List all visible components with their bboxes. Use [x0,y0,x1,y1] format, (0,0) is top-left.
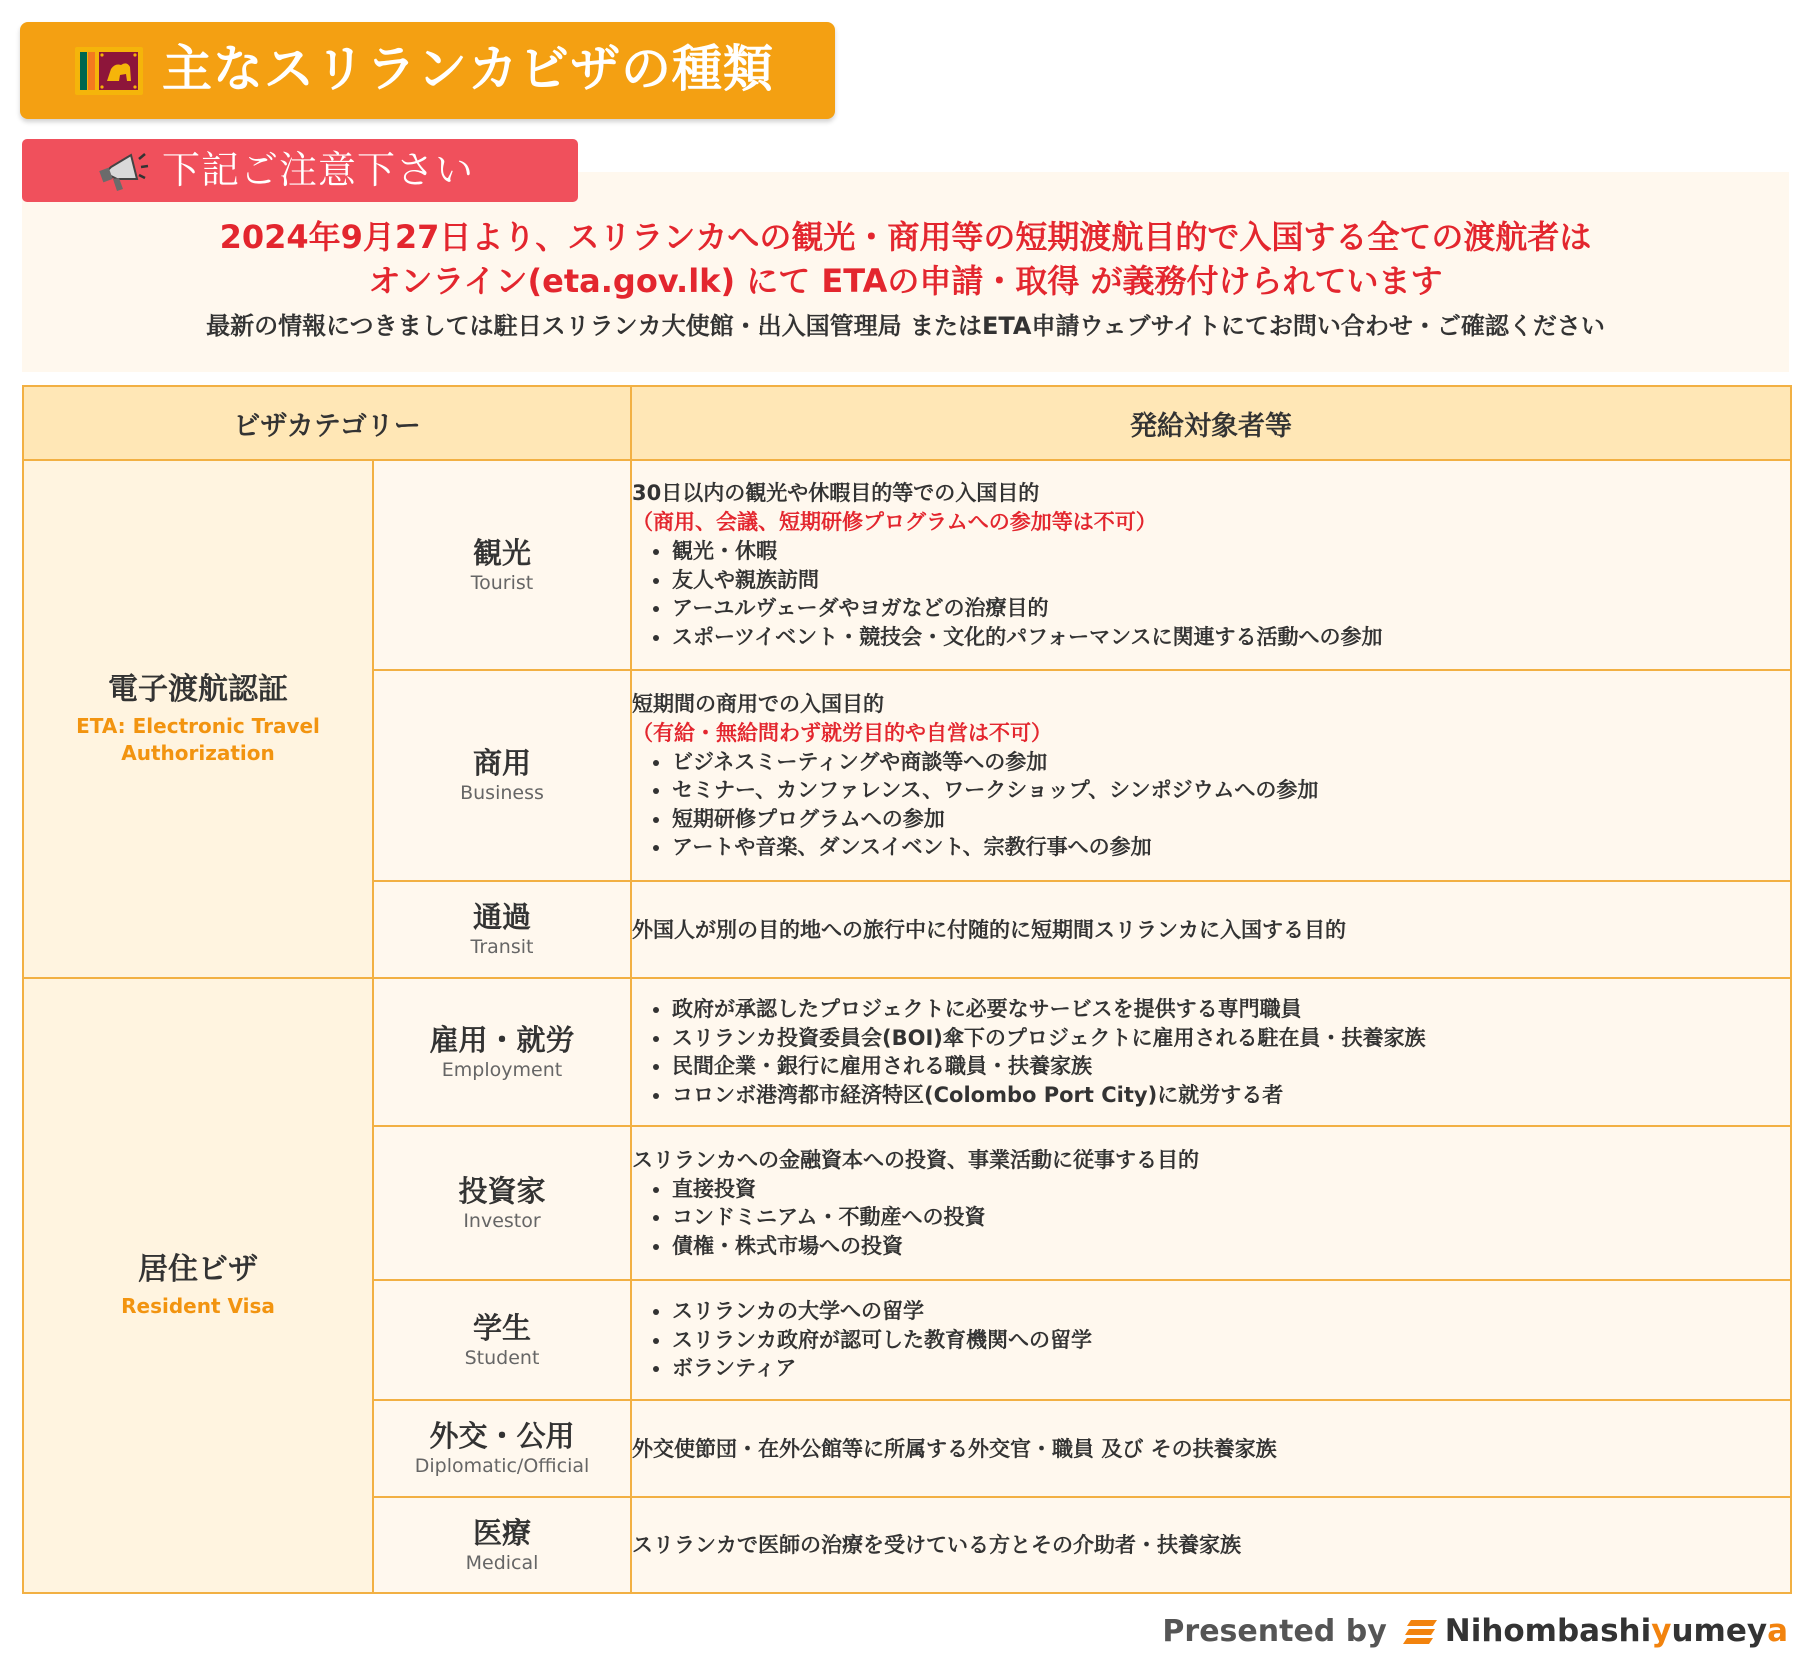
subtype-cell-transit: 通過 Transit [373,881,631,978]
table-header-row [23,386,1791,460]
description-cell-business: 短期間の商用での入国目的 （有給・無給問わず就労目的や自営は不可） • ビジネスミーティングや商談等への参加 • セミナー、カンファレンス、ワークショップ、シンポジウムへの参加 • 短期研修プログラムへの参加 • アートや音楽、ダンスイベント、宗教行事への参加 [631,670,1791,881]
list-item: • 短期研修プログラムへの参加 [672,805,1790,834]
list-item: • ボランティア [672,1354,1790,1383]
subtype-cell-business: 商用 Business [373,670,631,881]
notice-line-2: オンライン(eta.gov.lk) にて ETAの申請・取得 が義務付けられています [368,262,1443,300]
list-item: • 政府が承認したプロジェクトに必要なサービスを提供する専門職員 [672,995,1790,1024]
category-name-en: ETA: Electronic Travel Authorization [76,714,320,765]
bullet-list [632,537,1790,651]
list-item: • 直接投資 [672,1175,1790,1204]
presented-by-label: Presented by [1162,1613,1387,1649]
notice-line-3: 最新の情報につきましては駐日スリランカ大使館・出入国管理局 またはETA申請ウェブサイトにてお問い合わせ・ご確認ください [206,312,1605,340]
category-name-en: Resident Visa [121,1294,275,1318]
description-cell-tourist: 30日以内の観光や休暇目的等での入国目的 （商用、会議、短期研修プログラムへの参加等は不可） • 観光・休暇 • 友人や親族訪問 • アーユルヴェーダやヨガなどの治療目的 • スポーツイベント・競技会・文化的パフォーマンスに関連する活動への参加 [631,460,1791,670]
description-cell-transit: 外国人が別の目的地への旅行中に付随的に短期間スリランカに入国する目的 [631,881,1791,978]
list-item: • 観光・休暇 [672,537,1790,566]
subtype-cell-student: 学生 Student [373,1280,631,1400]
category-cell-resident [23,978,373,1593]
category-name-jp: 電子渡航認証 [108,672,288,707]
brand-name: Nihombashiyumeya [1444,1613,1788,1649]
bullet-list [632,1297,1790,1383]
subtype-cell-investor: 投資家 Investor [373,1126,631,1280]
nihombashiyumeya-logo-icon [1403,1617,1439,1645]
notice-line-1: 2024年9月27日より、スリランカへの観光・商用等の短期渡航目的で入国する全ての渡航者は [219,218,1592,256]
description-cell-medical: スリランカで医師の治療を受けている方とその介助者・扶養家族 [631,1497,1791,1593]
list-item: • アートや音楽、ダンスイベント、宗教行事への参加 [672,833,1790,862]
category-name-jp: 居住ビザ [138,1252,258,1287]
list-item: • アーユルヴェーダやヨガなどの治療目的 [672,594,1790,623]
description-cell-student [631,1280,1791,1400]
category-cell-eta [23,460,373,978]
list-item: • 友人や親族訪問 [672,566,1790,595]
table-row [23,978,1791,1126]
list-item: • 債権・株式市場への投資 [672,1232,1790,1261]
bullet-list [632,748,1790,862]
description-cell-investor: スリランカへの金融資本への投資、事業活動に従事する目的 • 直接投資 • コンドミニアム・不動産への投資 • 債権・株式市場への投資 [631,1126,1791,1280]
bullet-list [632,995,1790,1109]
list-item: • スリランカ政府が認可した教育機関への留学 [672,1326,1790,1355]
subtype-cell-tourist: 観光 Tourist [373,460,631,670]
notice-tab-label: 下記ご注意下さい [162,148,475,192]
list-item: • コンドミニアム・不動産への投資 [672,1203,1790,1232]
subtype-cell-diplomatic: 外交・公用 Diplomatic/Official [373,1400,631,1497]
table-row [23,460,1791,670]
footer-credit [1162,1610,1788,1652]
list-item: • コロンボ港湾都市経済特区(Colombo Port City)に就労する者 [672,1081,1790,1110]
list-item: • ビジネスミーティングや商談等への参加 [672,748,1790,777]
title-banner [20,22,835,119]
bullet-list [632,1175,1790,1261]
column-header-eligibility: 発給対象者等 [631,386,1791,460]
list-item: • スリランカの大学への留学 [672,1297,1790,1326]
list-item: • 民間企業・銀行に雇用される職員・扶養家族 [672,1052,1790,1081]
column-header-category: ビザカテゴリー [23,386,631,460]
subtype-cell-employment: 雇用・就労 Employment [373,978,631,1126]
description-cell-employment [631,978,1791,1126]
list-item: • セミナー、カンファレンス、ワークショップ、シンポジウムへの参加 [672,776,1790,805]
list-item: • スポーツイベント・競技会・文化的パフォーマンスに関連する活動への参加 [672,623,1790,652]
megaphone-icon [97,145,149,197]
list-item: • スリランカ投資委員会(BOI)傘下のプロジェクトに雇用される駐在員・扶養家族 [672,1024,1790,1053]
page-title: 主なスリランカビザの種類 [162,40,774,98]
description-cell-diplomatic: 外交使節団・在外公館等に所属する外交官・職員 及び その扶養家族 [631,1400,1791,1497]
visa-table [22,385,1792,1594]
subtype-cell-medical: 医療 Medical [373,1497,631,1593]
sri-lanka-flag-icon [75,47,143,95]
notice-tab [22,139,578,202]
